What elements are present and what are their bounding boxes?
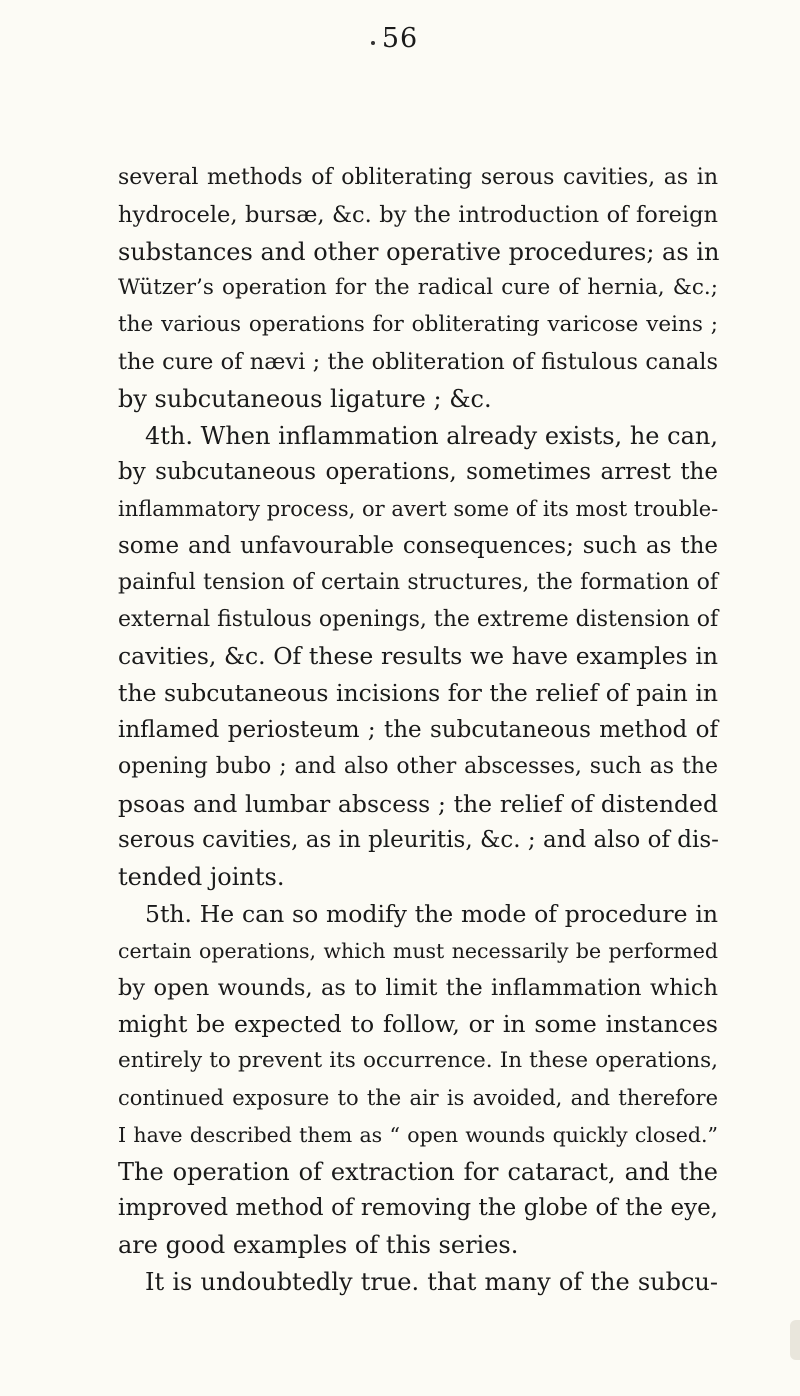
text-line: continued exposure to the air is avoided, and therefore bbox=[118, 1085, 718, 1110]
text-line: some and unfavourable consequences; such as the bbox=[118, 532, 718, 559]
text-line: hydrocele, bursæ, &c. by the introduction of foreign bbox=[118, 201, 718, 228]
text-line: opening bubo ; and also other abscesses, such as the bbox=[118, 753, 718, 779]
text-line: tended joints. bbox=[118, 863, 285, 892]
text-line: inflammatory process, or avert some of its most trouble- bbox=[118, 497, 719, 522]
text-line: certain operations, which must necessarily be performed bbox=[118, 938, 718, 963]
text-line: the cure of nævi ; the obliteration of fistulous canals bbox=[118, 348, 718, 375]
text-line: serous cavities, as in pleuritis, &c. ; and also of dis- bbox=[118, 827, 719, 854]
text-line: painful tension of certain structures, the formation of bbox=[118, 569, 718, 595]
text-line: Wützer’s operation for the radical cure of hernia, &c.; bbox=[118, 275, 718, 301]
text-line: entirely to prevent its occurrence. In these operations, bbox=[118, 1048, 718, 1074]
text-line: The operation of extraction for cataract, and the bbox=[118, 1157, 718, 1186]
text-line: the various operations for obliterating varicose veins ; bbox=[118, 312, 718, 338]
text-line: substances and other operative procedures; as in bbox=[118, 237, 720, 266]
paragraph-start-line: 5th. He can so modify the mode of procedure in bbox=[145, 899, 718, 928]
text-line: external fistulous openings, the extreme distension of bbox=[118, 606, 719, 632]
text-line: inflamed periosteum ; the subcutaneous method of bbox=[118, 716, 718, 743]
text-line: the subcutaneous incisions for the relief of pain in bbox=[118, 679, 718, 708]
text-line: might be expected to follow, or in some instances bbox=[118, 1010, 718, 1039]
paragraph-start-line: It is undoubtedly true. that many of the subcu- bbox=[145, 1267, 718, 1296]
text-line: by subcutaneous operations, sometimes arrest the bbox=[118, 459, 718, 486]
text-line: cavities, &c. Of these results we have examples in bbox=[118, 642, 718, 671]
page-edge-shadow bbox=[790, 1320, 800, 1360]
body-text bbox=[118, 160, 718, 1301]
text-line: improved method of removing the globe of the eye, bbox=[118, 1195, 718, 1222]
page-number: 56 bbox=[381, 23, 419, 54]
text-line: by subcutaneous ligature ; &c. bbox=[118, 384, 492, 413]
text-line: by open wounds, as to limit the inflammation which bbox=[118, 974, 718, 1001]
text-line: are good examples of this series. bbox=[118, 1231, 519, 1260]
text-line: psoas and lumbar abscess ; the relief of distended bbox=[118, 789, 718, 818]
text-line: I have described them as “ open wounds quickly closed.” bbox=[118, 1122, 718, 1147]
text-line: several methods of obliterating serous cavities, as in bbox=[118, 165, 718, 190]
paragraph-start-line: 4th. When inflammation already exists, he can, bbox=[145, 421, 718, 450]
